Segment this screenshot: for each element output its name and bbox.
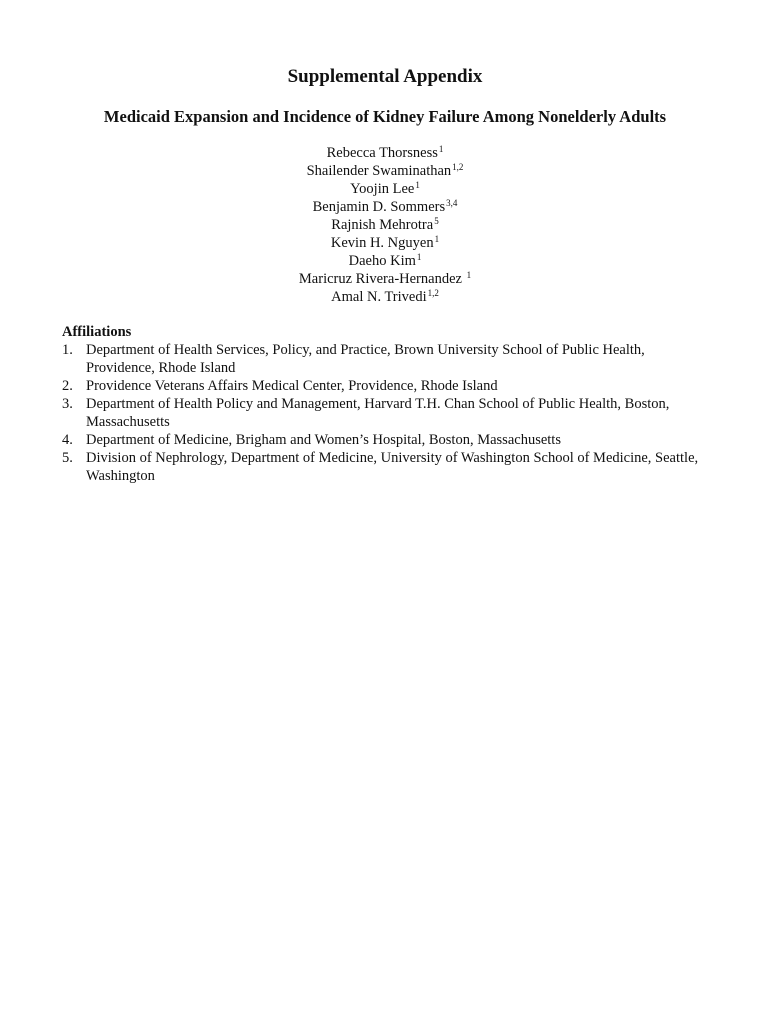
affiliation-number: 3. [62,396,73,412]
author-name: Amal N. Trivedi [331,289,427,305]
affiliation-number: 4. [62,432,73,448]
author-entry [0,234,770,252]
affiliation-number: 2. [62,378,73,394]
author-entry [0,288,770,306]
author-entry [0,252,770,270]
affiliation-text: Division of Nephrology, Department of Medicine, University of Washington School of Medicine, Seattle, Washington [86,450,699,484]
author-name: Benjamin D. Sommers [312,199,446,215]
document-title: Supplemental Appendix [287,66,483,87]
author-affiliation-marker: 5 [434,216,439,226]
affiliation-item [62,449,712,485]
affiliation-item [62,341,712,377]
affiliation-number: 5. [62,450,73,466]
author-name: Kevin H. Nguyen [330,235,434,251]
author-entry [0,270,770,288]
author-entry [0,144,770,162]
author-affiliation-marker: 1 [416,252,422,262]
author-list [0,144,770,306]
author-name: Shailender Swaminathan [306,163,452,179]
affiliation-item [62,377,712,395]
affiliation-text: Department of Health Policy and Management, Harvard T.H. Chan School of Public Health, Boston, Massachusetts [86,396,670,430]
author-affiliation-marker: 3,4 [446,198,458,208]
author-entry [0,216,770,234]
author-name: Rebecca Thorsness [326,145,438,161]
affiliation-text: Providence Veterans Affairs Medical Center, Providence, Rhode Island [86,378,498,394]
affiliation-item [62,395,712,431]
affiliations-section [62,323,712,485]
author-name: Yoojin Lee [350,181,415,197]
affiliation-text: Department of Medicine, Brigham and Women’s Hospital, Boston, Massachusetts [86,432,561,448]
author-name: Rajnish Mehrotra [331,217,434,233]
affiliation-item [62,431,712,449]
affiliations-heading: Affiliations [62,324,132,340]
author-name: Maricruz Rivera-Hernandez [298,271,466,287]
author-entry [0,180,770,198]
document-subtitle: Medicaid Expansion and Incidence of Kidney Failure Among Nonelderly Adults [103,107,667,126]
author-affiliation-marker: 1 [434,234,440,244]
affiliation-text: Department of Health Services, Policy, and Practice, Brown University School of Public Health, Providence, Rhode Island [86,342,645,376]
author-affiliation-marker: 1 [438,144,444,154]
author-affiliation-marker: 1 [415,180,420,190]
author-affiliation-marker: 1,2 [452,162,464,172]
author-affiliation-marker: 1,2 [427,288,439,298]
affiliation-number: 1. [62,342,73,358]
author-entry [0,162,770,180]
affiliations-list [62,341,712,485]
author-entry [0,198,770,216]
author-affiliation-marker: 1 [466,270,472,280]
author-name: Daeho Kim [348,253,416,269]
